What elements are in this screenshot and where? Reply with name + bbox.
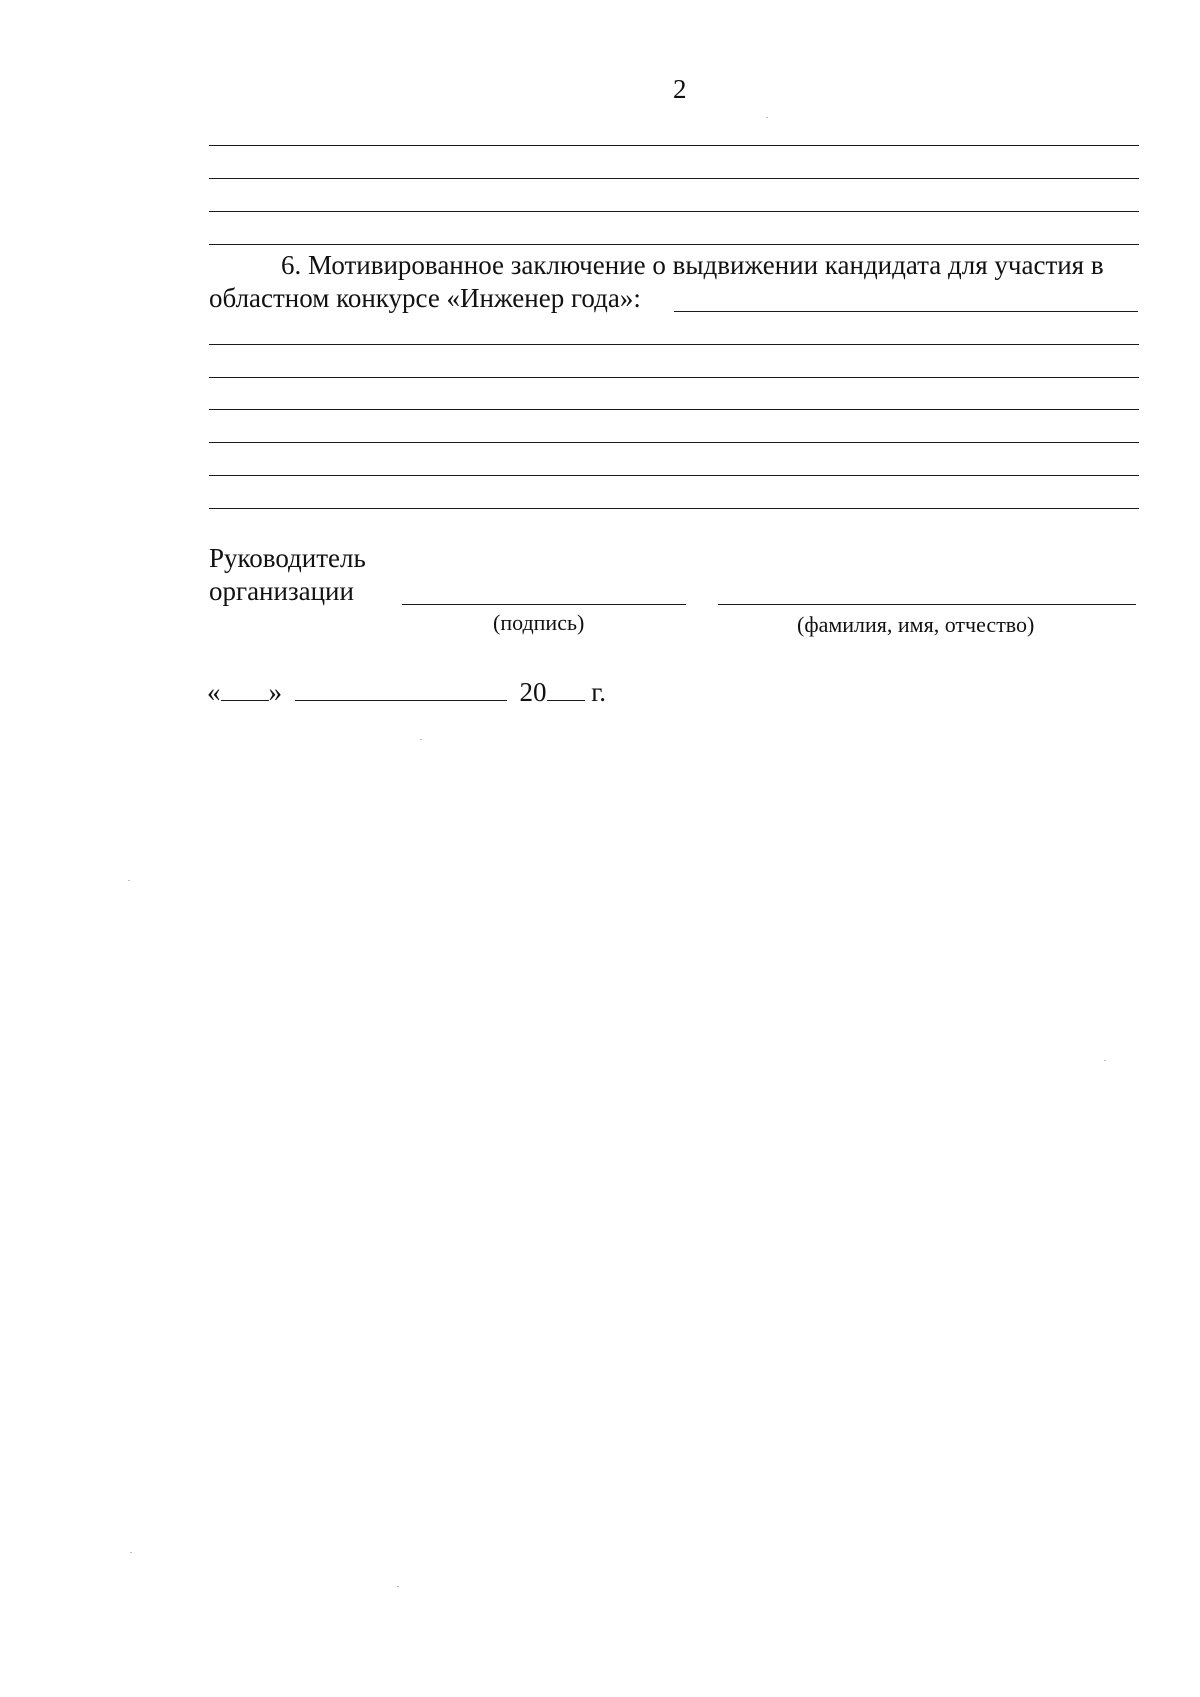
month-blank[interactable] bbox=[295, 676, 507, 701]
signature-caption: (подпись) bbox=[493, 610, 585, 635]
scan-speck bbox=[128, 880, 130, 881]
scan-speck bbox=[130, 1552, 132, 1553]
date-line bbox=[207, 676, 606, 708]
inline-blank-line[interactable] bbox=[674, 311, 1138, 312]
year-prefix: 20 bbox=[519, 677, 547, 707]
blank-line[interactable] bbox=[209, 475, 1139, 476]
page-number: 2 bbox=[673, 74, 687, 104]
signatory-role-line2: организации bbox=[209, 576, 354, 606]
signatory-role-line1: Руководитель bbox=[209, 543, 366, 573]
blank-line[interactable] bbox=[209, 409, 1139, 410]
scan-speck bbox=[1104, 1060, 1106, 1061]
date-open-quote: « bbox=[207, 677, 221, 707]
full-name-caption: (фамилия, имя, отчество) bbox=[797, 612, 1035, 637]
blank-line[interactable] bbox=[209, 377, 1139, 378]
scan-speck bbox=[420, 739, 422, 740]
signature-line[interactable] bbox=[402, 604, 686, 605]
scan-speck bbox=[766, 117, 768, 118]
blank-line[interactable] bbox=[209, 442, 1139, 443]
blank-line[interactable] bbox=[209, 211, 1139, 212]
day-blank[interactable] bbox=[221, 676, 269, 701]
blank-line[interactable] bbox=[209, 344, 1139, 345]
year-blank[interactable] bbox=[547, 676, 585, 701]
year-suffix: г. bbox=[591, 677, 607, 707]
date-close-quote: » bbox=[268, 677, 282, 707]
section-6-heading-line1: 6. Мотивированное заключение о выдвижении кандидата для участия в bbox=[281, 250, 1104, 280]
blank-line[interactable] bbox=[209, 508, 1139, 509]
blank-line[interactable] bbox=[209, 178, 1139, 179]
section-6-heading-line2: областном конкурсе «Инженер года»: bbox=[209, 283, 641, 313]
blank-line[interactable] bbox=[209, 145, 1139, 146]
full-name-line[interactable] bbox=[718, 604, 1136, 605]
blank-line[interactable] bbox=[209, 244, 1139, 245]
scan-speck bbox=[397, 1586, 399, 1587]
